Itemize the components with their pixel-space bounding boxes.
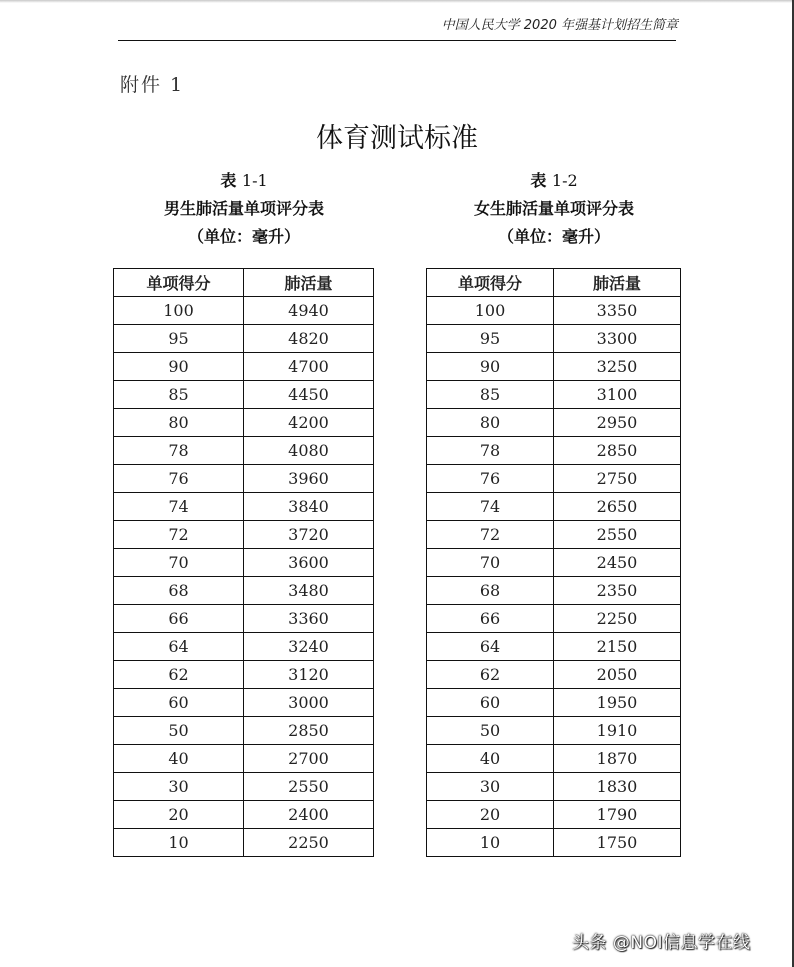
capacity-cell: 3300 (554, 325, 681, 353)
score-cell: 85 (114, 381, 244, 409)
table-row (114, 829, 374, 857)
table-row (427, 325, 681, 353)
table-row (114, 549, 374, 577)
capacity-cell: 3360 (244, 605, 374, 633)
score-cell: 72 (114, 521, 244, 549)
table-row (114, 353, 374, 381)
table-row (427, 465, 681, 493)
table-row (427, 297, 681, 325)
table-row (114, 801, 374, 829)
table-caption-male (113, 167, 375, 251)
table-row (427, 577, 681, 605)
capacity-cell: 2950 (554, 409, 681, 437)
score-cell: 66 (427, 605, 554, 633)
capacity-cell: 1910 (554, 717, 681, 745)
table-number-prefix: 表 (530, 171, 547, 190)
column-header-capacity: 肺活量 (244, 269, 374, 297)
capacity-cell: 3100 (554, 381, 681, 409)
score-cell: 74 (427, 493, 554, 521)
score-cell: 60 (427, 689, 554, 717)
table-row (114, 689, 374, 717)
annex-label: 附件 1 (120, 74, 185, 96)
score-cell: 90 (114, 353, 244, 381)
capacity-cell: 3350 (554, 297, 681, 325)
table-row (427, 661, 681, 689)
capacity-cell: 2050 (554, 661, 681, 689)
score-cell: 100 (427, 297, 554, 325)
score-cell: 40 (427, 745, 554, 773)
page-title: 体育测试标准 (316, 123, 478, 154)
table-row (427, 801, 681, 829)
capacity-cell: 3120 (244, 661, 374, 689)
score-cell: 90 (427, 353, 554, 381)
score-cell: 95 (427, 325, 554, 353)
table-row (114, 633, 374, 661)
capacity-cell: 2250 (244, 829, 374, 857)
table-row (114, 661, 374, 689)
score-cell: 70 (427, 549, 554, 577)
male-score-table (113, 268, 374, 857)
capacity-cell: 1830 (554, 773, 681, 801)
table-row (114, 745, 374, 773)
capacity-cell: 2850 (244, 717, 374, 745)
table-number-value: 1-2 (551, 171, 578, 190)
score-cell: 78 (114, 437, 244, 465)
score-cell: 72 (427, 521, 554, 549)
capacity-cell: 4700 (244, 353, 374, 381)
column-header-score: 单项得分 (427, 269, 554, 297)
score-cell: 100 (114, 297, 244, 325)
capacity-cell: 2350 (554, 577, 681, 605)
score-cell: 10 (114, 829, 244, 857)
table-number (426, 167, 682, 195)
watermark: 头条 @NOI信息学在线 (572, 933, 751, 953)
table-row (114, 465, 374, 493)
table-row (114, 717, 374, 745)
table-row (427, 689, 681, 717)
capacity-cell: 1950 (554, 689, 681, 717)
capacity-cell: 3960 (244, 465, 374, 493)
score-cell: 62 (427, 661, 554, 689)
table-caption-female (426, 167, 682, 251)
table-caption-unit: （单位：毫升） (497, 227, 610, 246)
running-header: 中国人民大学 2020 年强基计划招生简章 (441, 18, 678, 33)
capacity-cell: 2150 (554, 633, 681, 661)
capacity-cell: 1870 (554, 745, 681, 773)
table-row (114, 297, 374, 325)
column-header-score: 单项得分 (114, 269, 244, 297)
capacity-cell: 1750 (554, 829, 681, 857)
capacity-cell: 3600 (244, 549, 374, 577)
score-cell: 68 (114, 577, 244, 605)
score-cell: 30 (427, 773, 554, 801)
capacity-cell: 2400 (244, 801, 374, 829)
capacity-cell: 1790 (554, 801, 681, 829)
table-row (114, 773, 374, 801)
table-row (114, 437, 374, 465)
table-number (113, 167, 375, 195)
table-row (427, 717, 681, 745)
score-cell: 30 (114, 773, 244, 801)
capacity-cell: 2850 (554, 437, 681, 465)
capacity-cell: 2750 (554, 465, 681, 493)
header-rule (118, 40, 676, 41)
table-row (427, 773, 681, 801)
capacity-cell: 3240 (244, 633, 374, 661)
female-score-table (426, 268, 681, 857)
score-cell: 20 (427, 801, 554, 829)
capacity-cell: 4080 (244, 437, 374, 465)
capacity-cell: 2700 (244, 745, 374, 773)
capacity-cell: 4450 (244, 381, 374, 409)
score-cell: 60 (114, 689, 244, 717)
capacity-cell: 3840 (244, 493, 374, 521)
score-cell: 50 (427, 717, 554, 745)
table-row (427, 745, 681, 773)
score-cell: 20 (114, 801, 244, 829)
score-cell: 40 (114, 745, 244, 773)
table-row (427, 549, 681, 577)
score-cell: 85 (427, 381, 554, 409)
top-shadow (0, 0, 794, 3)
score-cell: 80 (427, 409, 554, 437)
column-header-capacity: 肺活量 (554, 269, 681, 297)
table-row (114, 521, 374, 549)
table-row (427, 605, 681, 633)
table-row (114, 409, 374, 437)
table-row (427, 633, 681, 661)
score-cell: 62 (114, 661, 244, 689)
score-cell: 80 (114, 409, 244, 437)
table-row (427, 381, 681, 409)
score-cell: 10 (427, 829, 554, 857)
table-row (114, 325, 374, 353)
table-row (427, 493, 681, 521)
table-row (114, 493, 374, 521)
table-row (427, 521, 681, 549)
capacity-cell: 4200 (244, 409, 374, 437)
score-cell: 70 (114, 549, 244, 577)
score-cell: 68 (427, 577, 554, 605)
table-row (114, 605, 374, 633)
capacity-cell: 3720 (244, 521, 374, 549)
capacity-cell: 2650 (554, 493, 681, 521)
table-row (114, 577, 374, 605)
table-header-row (427, 269, 681, 297)
score-cell: 64 (114, 633, 244, 661)
table-header-row (114, 269, 374, 297)
capacity-cell: 3000 (244, 689, 374, 717)
table-row (427, 409, 681, 437)
capacity-cell: 3250 (554, 353, 681, 381)
table-caption-unit: （单位：毫升） (187, 227, 300, 246)
score-cell: 66 (114, 605, 244, 633)
table-number-value: 1-1 (241, 171, 268, 190)
score-cell: 74 (114, 493, 244, 521)
score-cell: 76 (114, 465, 244, 493)
score-cell: 95 (114, 325, 244, 353)
score-cell: 64 (427, 633, 554, 661)
capacity-cell: 4940 (244, 297, 374, 325)
capacity-cell: 3480 (244, 577, 374, 605)
table-row (427, 353, 681, 381)
table-caption-title: 女生肺活量单项评分表 (473, 199, 634, 218)
table-row (427, 437, 681, 465)
capacity-cell: 2250 (554, 605, 681, 633)
capacity-cell: 2550 (244, 773, 374, 801)
score-cell: 78 (427, 437, 554, 465)
table-number-prefix: 表 (220, 171, 237, 190)
capacity-cell: 2550 (554, 521, 681, 549)
score-cell: 76 (427, 465, 554, 493)
table-row (427, 829, 681, 857)
capacity-cell: 4820 (244, 325, 374, 353)
capacity-cell: 2450 (554, 549, 681, 577)
table-row (114, 381, 374, 409)
score-cell: 50 (114, 717, 244, 745)
table-caption-title: 男生肺活量单项评分表 (163, 199, 324, 218)
